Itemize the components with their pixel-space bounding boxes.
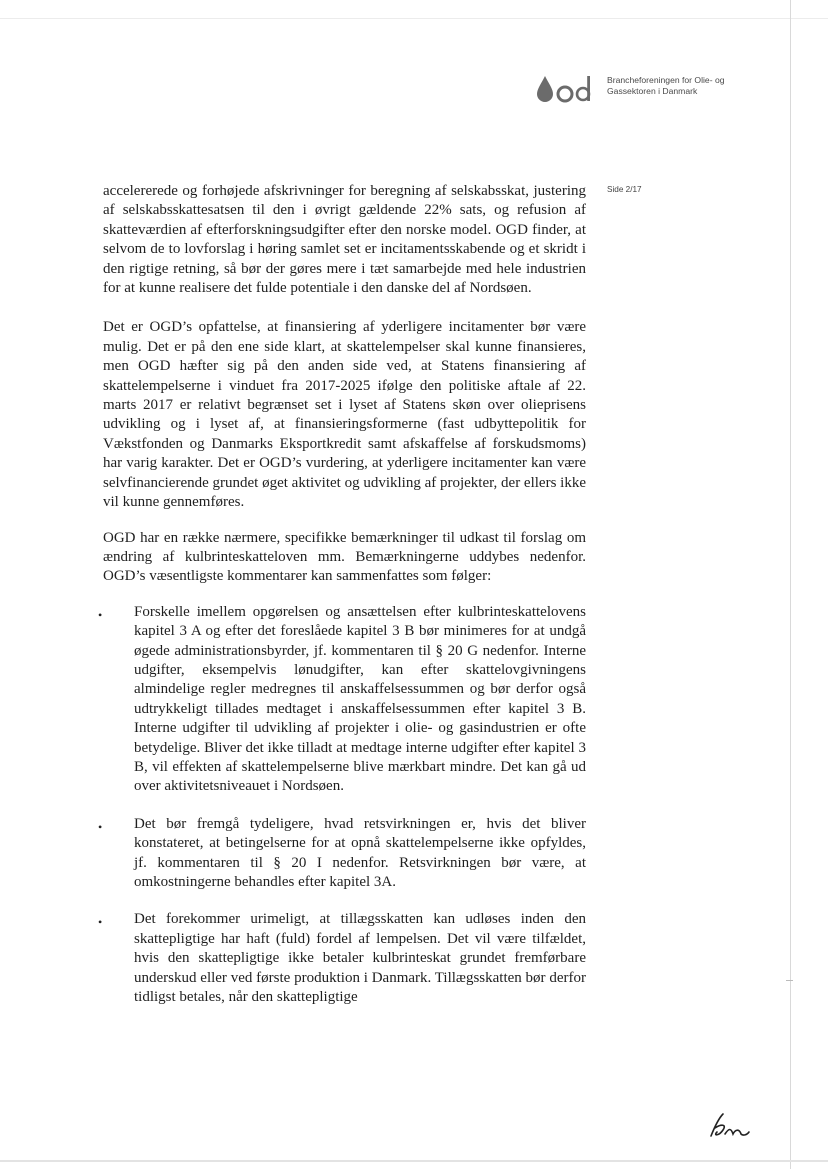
page-number: Side 2/17: [607, 185, 642, 194]
bullet-list: [98, 603, 586, 1008]
org-name: [607, 75, 777, 97]
list-item-text: Det bør fremgå tydeligere, hvad retsvirkningen er, hvis det bliver konstateret, at betingelserne for at opnå skattelempelserne ikke opfyldes, jf. kommentaren til § 20 I nedenfor. Retsvirkningen bør være, at omkostningerne behandles efter kapitel 3A.: [134, 815, 586, 890]
paragraph: OGD har en række nærmere, specifikke bemærkninger til udkast til forslag om ændring af kulbrinteskatteloven mm. Bemærkningerne uddybes nedenfor. OGD’s væsentligste kommentarer kan sammenfattes som følger:: [103, 529, 586, 585]
document-body: [98, 182, 586, 1025]
page-edge-right: [790, 0, 791, 1169]
ogd-logo-icon: [537, 70, 593, 104]
list-item-text: Det forekommer urimeligt, at tillægsskatten kan udløses inden den skattepligtige har haft (fuld) fordel af lempelsen. Det vil være tilfældet, hvis den skattepligtige ikke betaler kulbrinteskat grundet fremførbare underskud eller ved første produktion i Danmark. Tillægsskatten bør derfor tidligst betales, når den skattepligtige: [134, 911, 586, 1006]
bullet-icon: •: [98, 607, 103, 622]
list-item: [98, 910, 586, 1007]
page-edge-top: [0, 18, 828, 19]
paragraph: accelererede og forhøjede afskrivninger for beregning af selskabsskat, justering af selskabsskattesatsen til den i øvrigt gældende 22% sats, og refusion af skatteværdien af efterforskningsudgifter efter den norske model. OGD finder, at selvom de to lovforslag i høring samlet set er incitamentsskabende og et skridt i den rigtige retning, så bør der gøres mere i tæt samarbejde med hele industrien for at kunne realisere det fulde potentiale i den danske del af Nordsøen.: [103, 183, 586, 297]
org-name-line1: Brancheforeningen for Olie- og: [607, 75, 725, 85]
list-item: [98, 815, 586, 893]
paragraph: Det er OGD’s opfattelse, at finansiering af yderligere incitamenter bør være mulig. Det er på den ene side klart, at skattelempelser skal kunne finansieres, men OGD hæfter sig på den anden side ved, at Statens finansiering af skattelempelserne i vinduet fra 2017-2025 ifølge den politiske aftale af 22. marts 2017 er relativt begrænset set i lyset af Statens skøn over olieprisens udvikling og i lyset af, at finansieringsformerne (fast udbyttepolitik for Vækstfonden og Danmarks Eksportkredit samt afskaffelse af forskudsmoms) har varig karakter. Det er OGD’s vurdering, at yderligere incitamenter kan være selvfinancierende grundet øget aktivitet og udvikling af projekter, der ellers ikke vil kunne gennemføres.: [103, 319, 586, 511]
page-edge-bottom: [0, 1160, 828, 1162]
list-item: [98, 603, 586, 797]
bullet-icon: •: [98, 819, 103, 834]
margin-tick: [786, 980, 793, 981]
signature-initials: [705, 1110, 751, 1142]
org-name-line2: Gassektoren i Danmark: [607, 86, 698, 96]
bullet-icon: •: [98, 915, 103, 930]
list-item-text: Forskelle imellem opgørelsen og ansættelsen efter kulbrinteskattelovens kapitel 3 A og efter det foreslåede kapitel 3 B bør minimeres for at undgå øgede administrationsbyrder, jf. kommentaren til § 20 G nedenfor. Interne udgifter, eksempelvis lønudgifter, kan efter skattelovgivningens almindelige regler medregnes til anskaffelsessummen og bør derfor også udtrykkeligt tillades medtaget i anskaffelsessummen efter kapitel 3 B. Interne udgifter til udvikling af projekter i olie- og gasindustrien er ofte betydelige. Bliver det ikke tilladt at medtage interne udgifter efter kapitel 3 B, vil effekten af skattelempelserne blive mærkbart mindre. Det kan gå ud over aktivitetsniveauet i Nordsøen.: [134, 603, 586, 795]
